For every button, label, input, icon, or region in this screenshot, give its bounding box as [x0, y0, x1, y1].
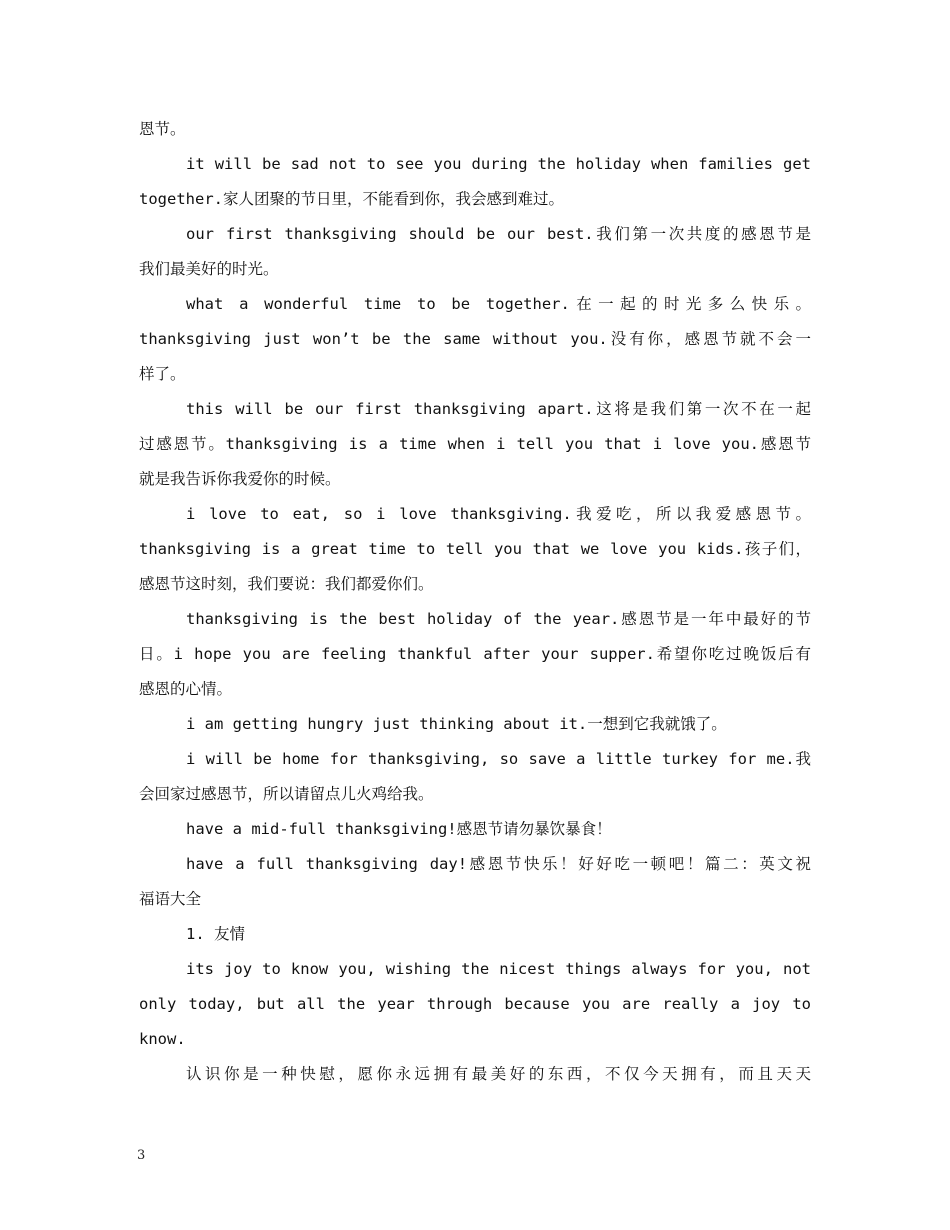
document-body: [139, 112, 811, 1092]
text-line: 我们最美好的时光。: [139, 260, 279, 278]
text-line: together.家人团聚的节日里，不能看到你，我会感到难过。: [139, 190, 564, 208]
text-line: 日。i hope you are feeling thankful after your supper.希望你吃过晚饭后有: [139, 645, 811, 663]
text-line: 就是我告诉你我爱你的时候。: [139, 470, 341, 488]
text-line: 样了。: [139, 365, 186, 383]
text-line: 过感恩节。thanksgiving is a time when i tell you that i love you.感恩节: [139, 435, 811, 453]
text-line: i love to eat, so i love thanksgiving.我爱吃，所以我爱感恩节。: [186, 505, 811, 523]
text-line: this will be our first thanksgiving apart.这将是我们第一次不在一起: [186, 400, 811, 418]
text-line: it will be sad not to see you during the holiday when families get: [186, 155, 811, 173]
text-line: 认识你是一种快慰，愿你永远拥有最美好的东西，不仅今天拥有，而且天天: [186, 1065, 811, 1083]
text-line: thanksgiving is the best holiday of the year.感恩节是一年中最好的节: [186, 610, 811, 628]
text-line: 感恩的心情。: [139, 680, 233, 698]
text-line: 恩节。: [139, 120, 186, 138]
text-line: 福语大全: [139, 890, 202, 908]
text-line: its joy to know you, wishing the nicest things always for you, not: [186, 960, 811, 978]
text-line: have a mid-full thanksgiving!感恩节请勿暴饮暴食！: [186, 820, 612, 838]
text-line: have a full thanksgiving day!感恩节快乐！好好吃一顿吧！篇二：英文祝: [186, 855, 811, 873]
text-line: thanksgiving is a great time to tell you that we love you kids.孩子们，: [139, 540, 811, 558]
text-line: our first thanksgiving should be our best.我们第一次共度的感恩节是: [186, 225, 811, 243]
page-number: 3: [137, 1148, 146, 1163]
text-line: 1. 友情: [186, 925, 245, 943]
text-line: i will be home for thanksgiving, so save a little turkey for me.我: [186, 750, 811, 768]
text-line: only today, but all the year through because you are really a joy to: [139, 995, 811, 1013]
text-line: 会回家过感恩节，所以请留点儿火鸡给我。: [139, 785, 434, 803]
text-line: know.: [139, 1030, 186, 1048]
text-line: 感恩节这时刻，我们要说：我们都爱你们。: [139, 575, 434, 593]
text-line: i am getting hungry just thinking about it.一想到它我就饿了。: [186, 715, 727, 733]
text-line: thanksgiving just won’t be the same without you.没有你，感恩节就不会一: [139, 330, 811, 348]
text-line: what a wonderful time to be together.在一起的时光多么快乐。: [186, 295, 811, 313]
